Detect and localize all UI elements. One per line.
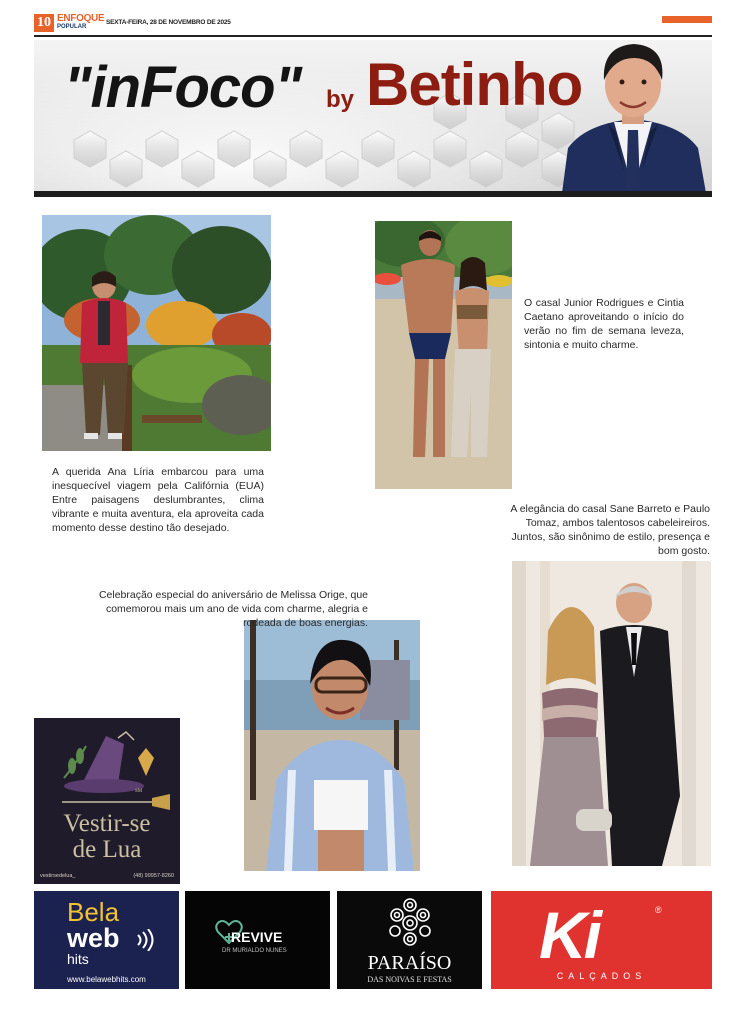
svg-text:SM: SM bbox=[135, 789, 143, 794]
lua-title-line2: de Lua bbox=[72, 836, 142, 863]
newspaper-logo bbox=[57, 13, 105, 30]
column-title: "inFoco" bbox=[64, 55, 302, 120]
witch-hat-icon bbox=[34, 718, 180, 814]
columnist-portrait bbox=[554, 40, 712, 193]
phone-number: (48) 99957-8260 bbox=[133, 873, 174, 879]
instagram-handle: vestirsedelua_ bbox=[40, 873, 76, 879]
signal-waves-icon bbox=[136, 929, 154, 951]
revive-title: REVIVE bbox=[231, 929, 283, 945]
bela-line2: web bbox=[67, 923, 120, 953]
banner-divider bbox=[34, 191, 712, 197]
bela-line3: hits bbox=[67, 951, 89, 967]
edition-date: SEXTA-FEIRA, 28 DE NOVEMBRO DE 2025 bbox=[106, 19, 231, 26]
ad-bela-web-hits[interactable] bbox=[34, 891, 179, 989]
photo-ana-liria bbox=[42, 215, 271, 451]
photo-sane-paulo bbox=[512, 561, 711, 866]
revive-subtitle: DR MURIALDO NUNES bbox=[222, 948, 287, 954]
column-banner bbox=[34, 40, 712, 193]
bela-line1: Bela bbox=[67, 897, 120, 927]
page-number: 10 bbox=[34, 14, 54, 32]
rose-emblem-icon bbox=[383, 897, 437, 951]
photo-melissa-orige bbox=[244, 620, 420, 871]
paraiso-title: PARAÍSO bbox=[367, 952, 452, 974]
columnist-name: Betinho bbox=[366, 51, 583, 118]
caption-ana-liria: A querida Ana Líria embarcou para uma inesquecível viagem pela Califórnia (EUA) Entre paisagens deslumbrantes, clima vibrante e muita aventura, ela aproveita cada momento desse destino tão desejado. bbox=[52, 466, 264, 534]
column-by: by bbox=[326, 86, 355, 113]
caption-junior-cintia: O casal Junior Rodrigues e Cintia Caetano aproveitando o início do verão no fim de semana leveza, sintonia e muito charme. bbox=[524, 297, 684, 351]
photo-junior-cintia bbox=[375, 221, 512, 489]
ad-revive[interactable] bbox=[185, 891, 330, 989]
page-header bbox=[34, 14, 712, 36]
ki-subtitle: CALÇADOS bbox=[556, 971, 647, 981]
ad-vestir-se-de-lua[interactable] bbox=[34, 718, 180, 884]
lua-contacts bbox=[40, 873, 174, 879]
paraiso-subtitle: DAS NOIVAS E FESTAS bbox=[367, 975, 452, 984]
ad-ki-calcados[interactable] bbox=[491, 891, 712, 989]
bela-url: www.belawebhits.com bbox=[67, 975, 146, 984]
caption-sane-paulo: A elegância do casal Sane Barreto e Paulo Tomaz, ambos talentosos cabeleireiros. Juntos, são sinônimo de estilo, presença e bom gosto. bbox=[510, 503, 710, 557]
ki-logo: Ki bbox=[539, 898, 599, 972]
brand-line-1: ENFOQUE bbox=[57, 13, 105, 24]
lua-title-line1: Vestir-se bbox=[63, 810, 151, 837]
caption-melissa-orige: Celebração especial do aniversário de Melissa Orige, que comemorou mais um ano de vida com charme, alegria e rodeada de boas energias. bbox=[98, 589, 368, 629]
header-divider bbox=[34, 35, 712, 37]
ad-paraiso-das-noivas[interactable] bbox=[337, 891, 482, 989]
brand-line-2: POPULAR bbox=[57, 24, 87, 30]
registered-mark: ® bbox=[655, 905, 662, 915]
accent-bar bbox=[662, 16, 712, 23]
